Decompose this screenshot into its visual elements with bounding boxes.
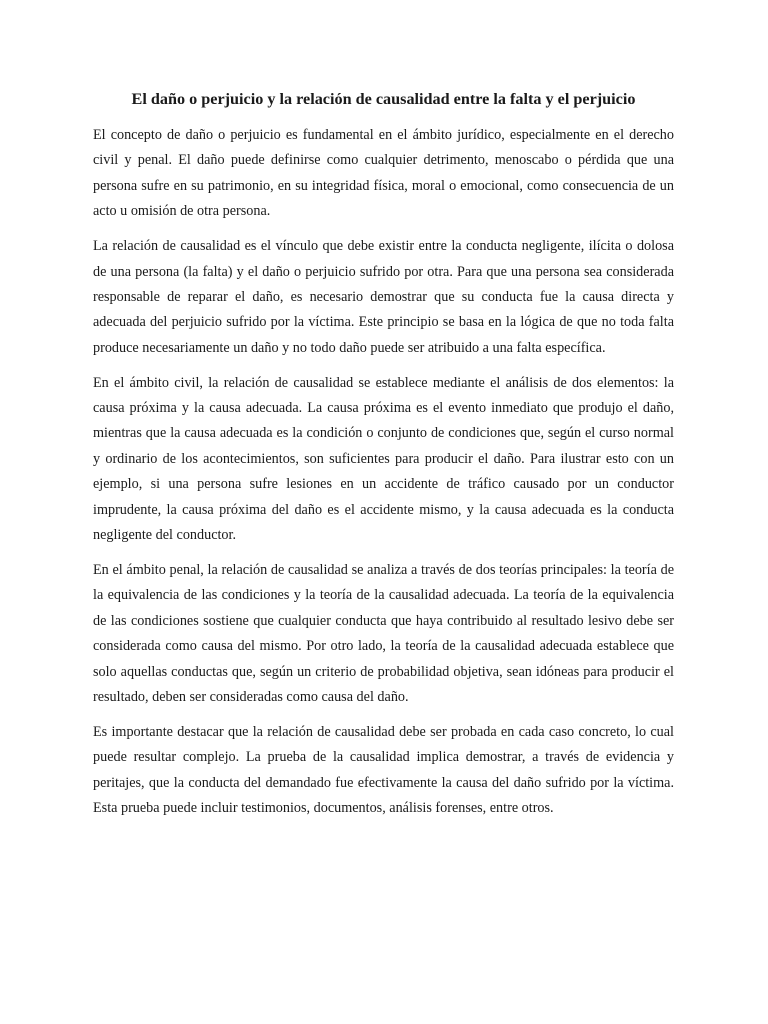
- paragraph-proof-of-causality: Es importante destacar que la relación de causalidad debe ser probada en cada caso concreto, lo cual puede resultar complejo. La prueba de la causalidad implica demostrar, a través de evidencia y peritajes, que la conducta del demandado fue efectivamente la causa del daño sufrido por la víctima. Esta prueba puede incluir testimonios, documentos, análisis forenses, entre otros.: [93, 723, 674, 817]
- paragraph-criminal-causality: En el ámbito penal, la relación de causalidad se analiza a través de dos teorías principales: la teoría de la equivalencia de las condiciones y la teoría de la causalidad adecuada. La teoría de la equivalencia de las condiciones sostiene que cualquier conducta que haya contribuido al resultado lesivo debe ser considerada como causa del mismo. Por otro lado, la teoría de la causalidad adecuada establece que solo aquellas conductas que, según un criterio de probabilidad objetiva, sean idóneas para producir el resultado, deben ser consideradas como causa del daño.: [93, 562, 674, 706]
- paragraph-causality-definition: La relación de causalidad es el vínculo que debe existir entre la conducta negligente, ilícita o dolosa de una persona (la falta) y el daño o perjuicio sufrido por otra. Para que una persona sea considerada responsable de reparar el daño, es necesario demostrar que su conducta fue la causa directa y adecuada del perjuicio sufrido por la víctima. Este principio se basa en la lógica de que no toda falta produce necesariamente un daño y no todo daño puede ser atribuido a una falta específica.: [93, 238, 674, 356]
- paragraph-civil-causality: En el ámbito civil, la relación de causalidad se establece mediante el análisis de dos elementos: la causa próxima y la causa adecuada. La causa próxima es el evento inmediato que produjo el daño, mientras que la causa adecuada es la condición o conjunto de condiciones que, según el curso normal y ordinario de los acontecimientos, son suficientes para producir el daño. Para ilustrar esto con un ejemplo, si una persona sufre lesiones en un accidente de tráfico causado por un conductor imprudente, la causa próxima del daño es el accidente mismo, y la causa adecuada es la conducta negligente del conductor.: [93, 374, 674, 544]
- document-title: El daño o perjuicio y la relación de causalidad entre la falta y el perjuicio: [131, 90, 636, 108]
- document-page: [93, 86, 674, 831]
- paragraph-damage-concept: El concepto de daño o perjuicio es fundamental en el ámbito jurídico, especialmente en el derecho civil y penal. El daño puede definirse como cualquier detrimento, menoscabo o pérdida que una persona sufre en su patrimonio, en su integridad física, moral o emocional, como consecuencia de un acto u omisión de otra persona.: [93, 127, 674, 220]
